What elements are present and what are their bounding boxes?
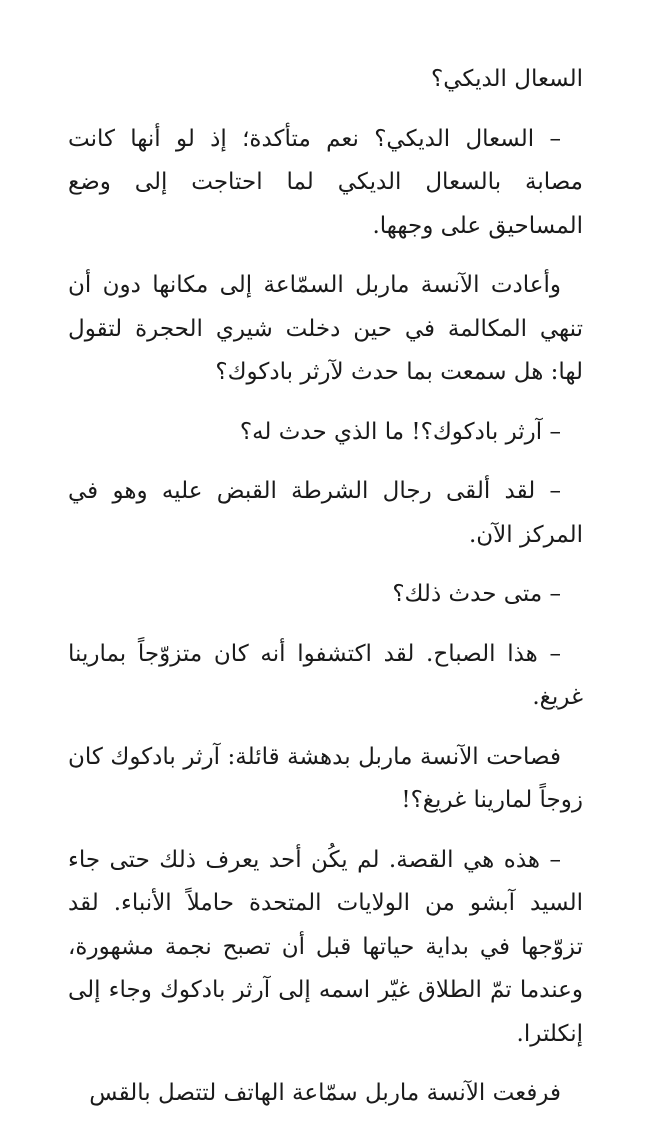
paragraph-8: فصاحت الآنسة ماربل بدهشة قائلة: آرثر بادكوك كان زوجاً لمارينا غريغ؟! bbox=[68, 743, 583, 813]
paragraph-2: – السعال الديكي؟ نعم متأكدة؛ إذ لو أنها كانت مصابة بالسعال الديكي لما احتاجت إلى وضع المساحيق على وجهها. bbox=[68, 125, 583, 239]
paragraph-6: – متى حدث ذلك؟ bbox=[392, 581, 561, 607]
paragraph-5: – لقد ألقى رجال الشرطة القبض عليه وهو في المركز الآن. bbox=[68, 478, 583, 548]
paragraph-1: السعال الديكي؟ bbox=[431, 66, 583, 92]
book-page bbox=[68, 58, 583, 1132]
paragraph-7: – هذا الصباح. لقد اكتشفوا أنه كان متزوّجاً بمارينا غريغ. bbox=[68, 640, 583, 710]
paragraph-9: – هذه هي القصة. لم يكُن أحد يعرف ذلك حتى جاء السيد آبشو من الولايات المتحدة حاملاً الأنباء. لقد تزوّجها في بداية حياتها قبل أن تصبح نجمة مشهورة، وعندما تمّ الطلاق غيّر اسمه إلى آرثر بادكوك وجاء إلى إنكلترا. bbox=[68, 846, 583, 1047]
paragraph-10: فرفعت الآنسة ماربل سمّاعة الهاتف لتتصل بالقس bbox=[89, 1080, 561, 1106]
paragraph-4: – آرثر بادكوك؟! ما الذي حدث له؟ bbox=[239, 418, 561, 445]
paragraph-3: وأعادت الآنسة ماربل السمّاعة إلى مكانها دون أن تنهي المكالمة في حين دخلت شيري الحجرة لتقول لها: هل سمعت بما حدث لآرثر بادكوك؟ bbox=[68, 272, 583, 385]
